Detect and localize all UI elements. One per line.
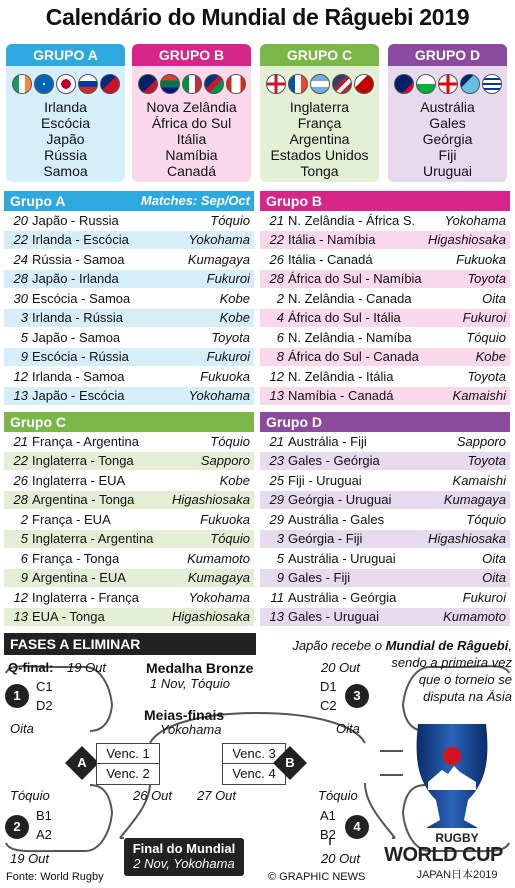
fixture-date: 9 [276, 570, 284, 586]
bronze-info: 1 Nov, Tóquio [150, 676, 230, 691]
fixture-venue: Oita [482, 290, 506, 306]
fixture-row [260, 289, 510, 309]
qf4-badge: 4 [345, 815, 369, 839]
fixtures-group-a [4, 191, 254, 406]
sf-a-badge: A [65, 746, 99, 780]
fixture-match: Gales - Fiji [288, 570, 351, 586]
semis-venue: Yokohama [160, 722, 222, 737]
fixture-match: Inglaterra - França [32, 589, 139, 605]
qf1-top: C1 [36, 679, 53, 694]
fixture-match: Geórgia - Uruguai [288, 492, 392, 508]
fixture-date: 5 [20, 531, 28, 547]
fixture-row [4, 549, 254, 569]
fixture-venue: Higashiosaka [427, 531, 506, 547]
fixture-date: 29 [269, 511, 284, 527]
fixture-venue: Higashiosaka [427, 232, 506, 248]
fixture-date: 24 [13, 251, 28, 267]
fixture-row [260, 569, 510, 589]
qf-date-left: 19 Out [67, 660, 107, 675]
fixture-date: 3 [276, 531, 284, 547]
team-name: Rússia [44, 147, 87, 163]
caption-post1: , sendo a primeira vez [391, 638, 512, 670]
fixture-date: 9 [20, 349, 28, 365]
fixture-venue: Tóquio [210, 433, 250, 449]
fixture-date: 13 [269, 388, 284, 404]
fixture-row [4, 569, 254, 589]
fixture-match: França - Tonga [32, 550, 120, 566]
fixtures-title: Grupo B [266, 193, 322, 209]
fixture-match: Japão - Escócia [32, 388, 125, 404]
group-box-title: GRUPO B [132, 44, 251, 66]
team-name: Japão [46, 131, 85, 147]
team-name: Nova Zelândia [146, 99, 237, 115]
qf1-venue: Oita [10, 721, 34, 736]
fixture-match: França - Argentina [32, 433, 139, 449]
fixture-venue: Yokohama [444, 212, 506, 228]
flag-australia-icon [394, 74, 414, 94]
flag-canada-icon [226, 74, 246, 94]
flag-japan-icon [56, 74, 76, 94]
knockout-header: FASES A ELIMINAR [4, 633, 256, 655]
flag-georgia-icon [438, 74, 458, 94]
group-team-list [388, 99, 507, 179]
fixture-venue: Kobe [475, 349, 506, 365]
qf4-top: A1 [320, 808, 336, 823]
fixture-date: 29 [269, 492, 284, 508]
fixture-match: Geórgia - Fiji [288, 531, 363, 547]
fixture-row [260, 491, 510, 511]
page-title: Calendário do Mundial de Râguebi 2019 [45, 4, 470, 30]
fixture-date: 28 [13, 271, 28, 287]
flag-fiji-icon [460, 74, 480, 94]
fixture-row [4, 211, 254, 231]
fixture-venue: Kamaishi [452, 472, 506, 488]
source-credit: Fonte: World Rugby [6, 871, 104, 883]
final-info: 2 Nov, Yokohama [133, 856, 235, 871]
fixture-row [260, 588, 510, 608]
fixture-match: França - EUA [32, 511, 111, 527]
fixture-row [4, 452, 254, 472]
bronze-title: Medalha Bronze [146, 660, 254, 676]
flag-argentina-icon [310, 74, 330, 94]
fixture-match: Escócia - Rússia [32, 349, 129, 365]
fixture-match: Inglaterra - Tonga [32, 453, 134, 469]
flag-italy-icon [182, 74, 202, 94]
fixture-venue: Kamaishi [452, 388, 506, 404]
fixture-row [260, 270, 510, 290]
fixtures-note: Matches: Sep/Oct [140, 193, 250, 208]
fixture-row [4, 289, 254, 309]
qf2-badge: 2 [5, 815, 29, 839]
fixture-match: N. Zelândia - Itália [288, 368, 394, 384]
fixture-date: 26 [269, 251, 284, 267]
caption [262, 637, 512, 705]
qf3-badge: 3 [345, 684, 369, 708]
logo-line3: JAPAN日本2019 [416, 869, 498, 881]
fixture-venue: Fukuoka [200, 511, 250, 527]
group-box-title: GRUPO A [6, 44, 125, 66]
fixture-date: 3 [20, 310, 28, 326]
flag-samoa-icon [100, 74, 120, 94]
flag-wales-icon [416, 74, 436, 94]
fixture-venue: Fukuoka [200, 368, 250, 384]
fixtures-title: Grupo C [10, 414, 66, 430]
fixture-row [4, 510, 254, 530]
caption-post2: que o torneio se [418, 672, 512, 687]
caption-post3: disputa na Ásia [423, 689, 512, 704]
sf-b-bottom: Venc. 4 [222, 763, 286, 785]
group-box-title: GRUPO D [388, 44, 507, 66]
fixture-venue: Kumagaya [443, 492, 506, 508]
fixture-date: 11 [270, 589, 284, 605]
fixtures-group-d [260, 412, 510, 627]
fixture-match: Namíbia - Canadá [288, 388, 394, 404]
fixture-venue: Higashiosaka [171, 492, 250, 508]
fixture-row [4, 491, 254, 511]
fixture-match: África do Sul - Canada [288, 349, 419, 365]
sf-a-date: 26 Out [133, 788, 173, 803]
fixture-row [260, 510, 510, 530]
fixtures-title: Grupo D [266, 414, 322, 430]
fixture-match: Japão - Russia [32, 212, 119, 228]
qf2-bottom: A2 [36, 827, 52, 842]
group-box-1 [6, 44, 125, 182]
fixture-match: Itália - Namíbia [288, 232, 376, 248]
fixture-date: 22 [13, 232, 28, 248]
qf2-venue: Tóquio [10, 788, 50, 803]
team-name: África do Sul [151, 115, 232, 131]
fixture-match: Irlanda - Samoa [32, 368, 125, 384]
fixture-row [260, 549, 510, 569]
qf3-bottom: C2 [320, 698, 337, 713]
fixture-venue: Higashiosaka [171, 609, 250, 625]
fixture-row [260, 231, 510, 251]
fixture-match: Fiji - Uruguai [288, 472, 362, 488]
fixture-venue: Fukuroi [462, 310, 506, 326]
team-name: Argentina [289, 131, 350, 147]
flag-new-zealand-icon [138, 74, 158, 94]
fixture-match: EUA - Tonga [32, 609, 105, 625]
fixture-match: Escócia - Samoa [32, 290, 131, 306]
fixture-venue: Kumamoto [443, 609, 506, 625]
group-box-2 [132, 44, 251, 182]
fixture-row [260, 250, 510, 270]
flag-scotland-icon [34, 74, 54, 94]
fixture-match: Argentina - EUA [32, 570, 126, 586]
fixture-row [4, 471, 254, 491]
fixture-venue: Toyota [467, 453, 506, 469]
team-name: Austrália [420, 99, 475, 115]
qf-date-right: 20 Out [321, 660, 361, 675]
team-name: Itália [176, 131, 207, 147]
fixture-date: 13 [269, 609, 284, 625]
fixture-venue: Tóquio [466, 329, 506, 345]
fixture-match: Austrália - Uruguai [288, 550, 396, 566]
final-box [124, 838, 244, 876]
fixture-venue: Tóquio [210, 531, 250, 547]
fixture-match: Irlanda - Rússia [32, 310, 124, 326]
fixture-row [4, 588, 254, 608]
caption-pre: Japão recebe o [292, 638, 386, 653]
fixture-date: 13 [13, 609, 28, 625]
fixture-venue: Sapporo [456, 433, 506, 449]
fixture-row [4, 530, 254, 550]
fixture-venue: Fukuroi [462, 589, 506, 605]
team-name: Gales [429, 115, 466, 131]
fixture-date: 9 [20, 570, 28, 586]
graphic-news-credit: © GRAPHIC NEWS [268, 871, 366, 883]
flag-france-icon [288, 74, 308, 94]
fixture-row [260, 452, 510, 472]
flag-row [6, 74, 125, 94]
fixture-venue: Kobe [219, 310, 250, 326]
team-name: Geórgia [422, 131, 473, 147]
fixture-venue: Kobe [219, 472, 250, 488]
fixture-venue: Oita [482, 550, 506, 566]
fixtures-title: Grupo A [10, 193, 66, 209]
fixture-row [260, 348, 510, 368]
qf1-badge: 1 [5, 684, 29, 708]
fixture-date: 12 [269, 368, 284, 384]
fixture-row [260, 328, 510, 348]
fixture-match: Itália - Canadá [288, 251, 373, 267]
fixtures-group-c [4, 412, 254, 627]
team-name: Samoa [43, 163, 88, 179]
fixture-venue: Oita [482, 570, 506, 586]
team-name: Tonga [300, 163, 339, 179]
fixture-date: 30 [13, 290, 28, 306]
fixture-date: 22 [13, 453, 28, 469]
fixtures-header [4, 412, 254, 432]
fixture-row [4, 231, 254, 251]
fixture-match: Austrália - Geórgia [288, 589, 397, 605]
qf-label: Q-final: [8, 660, 54, 675]
qf2-top: B1 [36, 808, 52, 823]
fixture-venue: Fukuroi [206, 349, 250, 365]
team-name: Canadá [166, 163, 217, 179]
qf4-date: 20 Out [321, 851, 361, 866]
sf-b-date: 27 Out [197, 788, 237, 803]
fixture-date: 26 [13, 472, 28, 488]
flag-tonga-icon [354, 74, 374, 94]
fixture-row [4, 250, 254, 270]
fixture-date: 28 [13, 492, 28, 508]
team-name: França [297, 115, 342, 131]
fixture-match: N. Zelândia - Canada [288, 290, 412, 306]
fixture-match: Rússia - Samoa [32, 251, 125, 267]
fixture-row [260, 367, 510, 387]
fixture-venue: Yokohama [188, 232, 250, 248]
fixture-date: 2 [276, 290, 284, 306]
fixture-match: Austrália - Fiji [288, 433, 367, 449]
fixture-venue: Tóquio [210, 212, 250, 228]
fixtures-header [260, 412, 510, 432]
fixture-row [4, 328, 254, 348]
logo-line2: WORLD CUP [384, 844, 503, 866]
fixture-date: 13 [13, 388, 28, 404]
flag-row [260, 74, 379, 94]
fixture-date: 4 [276, 310, 284, 326]
flag-ireland-icon [12, 74, 32, 94]
flag-row [132, 74, 251, 94]
fixture-row [4, 608, 254, 628]
fixture-row [4, 432, 254, 452]
flag-south-africa-icon [160, 74, 180, 94]
fixture-venue: Sapporo [200, 453, 250, 469]
logo-line1: RUGBY [435, 831, 479, 845]
fixture-venue: Yokohama [188, 388, 250, 404]
group-team-list [260, 99, 379, 179]
team-name: Inglaterra [289, 99, 350, 115]
fixture-venue: Kumagaya [187, 251, 250, 267]
fixture-date: 6 [20, 550, 28, 566]
group-box-title: GRUPO C [260, 44, 379, 66]
group-box-3 [260, 44, 379, 182]
fixture-venue: Kobe [219, 290, 250, 306]
fixture-date: 12 [13, 589, 28, 605]
fixture-row [4, 387, 254, 407]
fixture-match: Argentina - Tonga [32, 492, 135, 508]
fixture-match: África do Sul - Namíbia [288, 271, 422, 287]
team-name: Namíbia [165, 147, 218, 163]
fixture-row [260, 471, 510, 491]
fixture-venue: Toyota [467, 271, 506, 287]
fixture-venue: Tóquio [466, 511, 506, 527]
sf-b-top: Venc. 3 [222, 743, 286, 765]
fixture-venue: Fukuroi [206, 271, 250, 287]
team-name: Irlanda [44, 99, 87, 115]
group-team-list [132, 99, 251, 179]
group-box-4 [388, 44, 507, 182]
fixture-venue: Toyota [211, 329, 250, 345]
flag-russia-icon [78, 74, 98, 94]
fixture-row [4, 270, 254, 290]
team-name: Uruguai [422, 163, 473, 179]
qf4-bottom: B2 [320, 827, 336, 842]
qf1-bottom: D2 [36, 698, 53, 713]
rugby-world-cup-logo-icon [398, 720, 506, 832]
sf-a-top: Venc. 1 [96, 743, 160, 765]
qf2-date: 19 Out [10, 851, 50, 866]
fixture-venue: Yokohama [188, 589, 250, 605]
fixture-date: 21 [269, 212, 284, 228]
team-name: Escócia [40, 115, 91, 131]
fixture-row [4, 309, 254, 329]
fixture-venue: Toyota [467, 368, 506, 384]
fixtures-header [260, 191, 510, 211]
fixture-date: 28 [269, 271, 284, 287]
semis-title: Meias-finais [144, 707, 225, 723]
fixture-date: 23 [269, 453, 284, 469]
fixture-venue: Kumagaya [187, 570, 250, 586]
qf3-venue: Oita [336, 721, 360, 736]
caption-bold: Mundial de Râguebi [385, 638, 509, 653]
fixtures-group-b [260, 191, 510, 406]
sf-b-badge: B [273, 746, 307, 780]
fixture-date: 25 [269, 472, 284, 488]
fixture-row [260, 432, 510, 452]
qf3-top: D1 [320, 679, 337, 694]
fixture-date: 21 [269, 433, 284, 449]
final-title: Final do Mundial [132, 841, 236, 856]
fixture-row [260, 608, 510, 628]
team-name: Fiji [438, 147, 457, 163]
fixture-match: África do Sul - Itália [288, 310, 401, 326]
fixture-match: N. Zelândia - Namíba [288, 329, 412, 345]
fixture-row [260, 309, 510, 329]
fixture-match: Gales - Geórgia [288, 453, 380, 469]
fixture-date: 12 [13, 368, 28, 384]
qf4-venue: Tóquio [318, 788, 358, 803]
flag-row [388, 74, 507, 94]
sf-a-bottom: Venc. 2 [96, 763, 160, 785]
fixture-match: Inglaterra - EUA [32, 472, 126, 488]
fixture-match: Japão - Samoa [32, 329, 121, 345]
fixture-date: 21 [13, 433, 28, 449]
fixture-match: Irlanda - Escócia [32, 232, 129, 248]
group-team-list [6, 99, 125, 179]
fixture-date: 8 [276, 349, 284, 365]
fixture-match: Gales - Uruguai [288, 609, 380, 625]
fixture-venue: Fukuoka [456, 251, 506, 267]
flag-usa-icon [332, 74, 352, 94]
fixture-date: 20 [13, 212, 28, 228]
fixture-date: 22 [269, 232, 284, 248]
fixture-row [260, 211, 510, 231]
fixture-date: 5 [276, 550, 284, 566]
flag-namibia-icon [204, 74, 224, 94]
fixture-date: 5 [20, 329, 28, 345]
fixture-match: Austrália - Gales [288, 511, 385, 527]
fixture-match: Inglaterra - Argentina [32, 531, 154, 547]
fixture-date: 6 [276, 329, 284, 345]
fixture-row [4, 367, 254, 387]
fixture-date: 2 [20, 511, 28, 527]
flag-uruguay-icon [482, 74, 502, 94]
fixture-row [260, 530, 510, 550]
fixture-match: N. Zelândia - África S. [288, 212, 416, 228]
fixtures-header [4, 191, 254, 211]
team-name: Estados Unidos [270, 147, 369, 163]
flag-england-icon [266, 74, 286, 94]
fixture-match: Japão - Irlanda [32, 271, 119, 287]
fixture-venue: Kumamoto [187, 550, 250, 566]
fixture-row [4, 348, 254, 368]
fixture-row [260, 387, 510, 407]
